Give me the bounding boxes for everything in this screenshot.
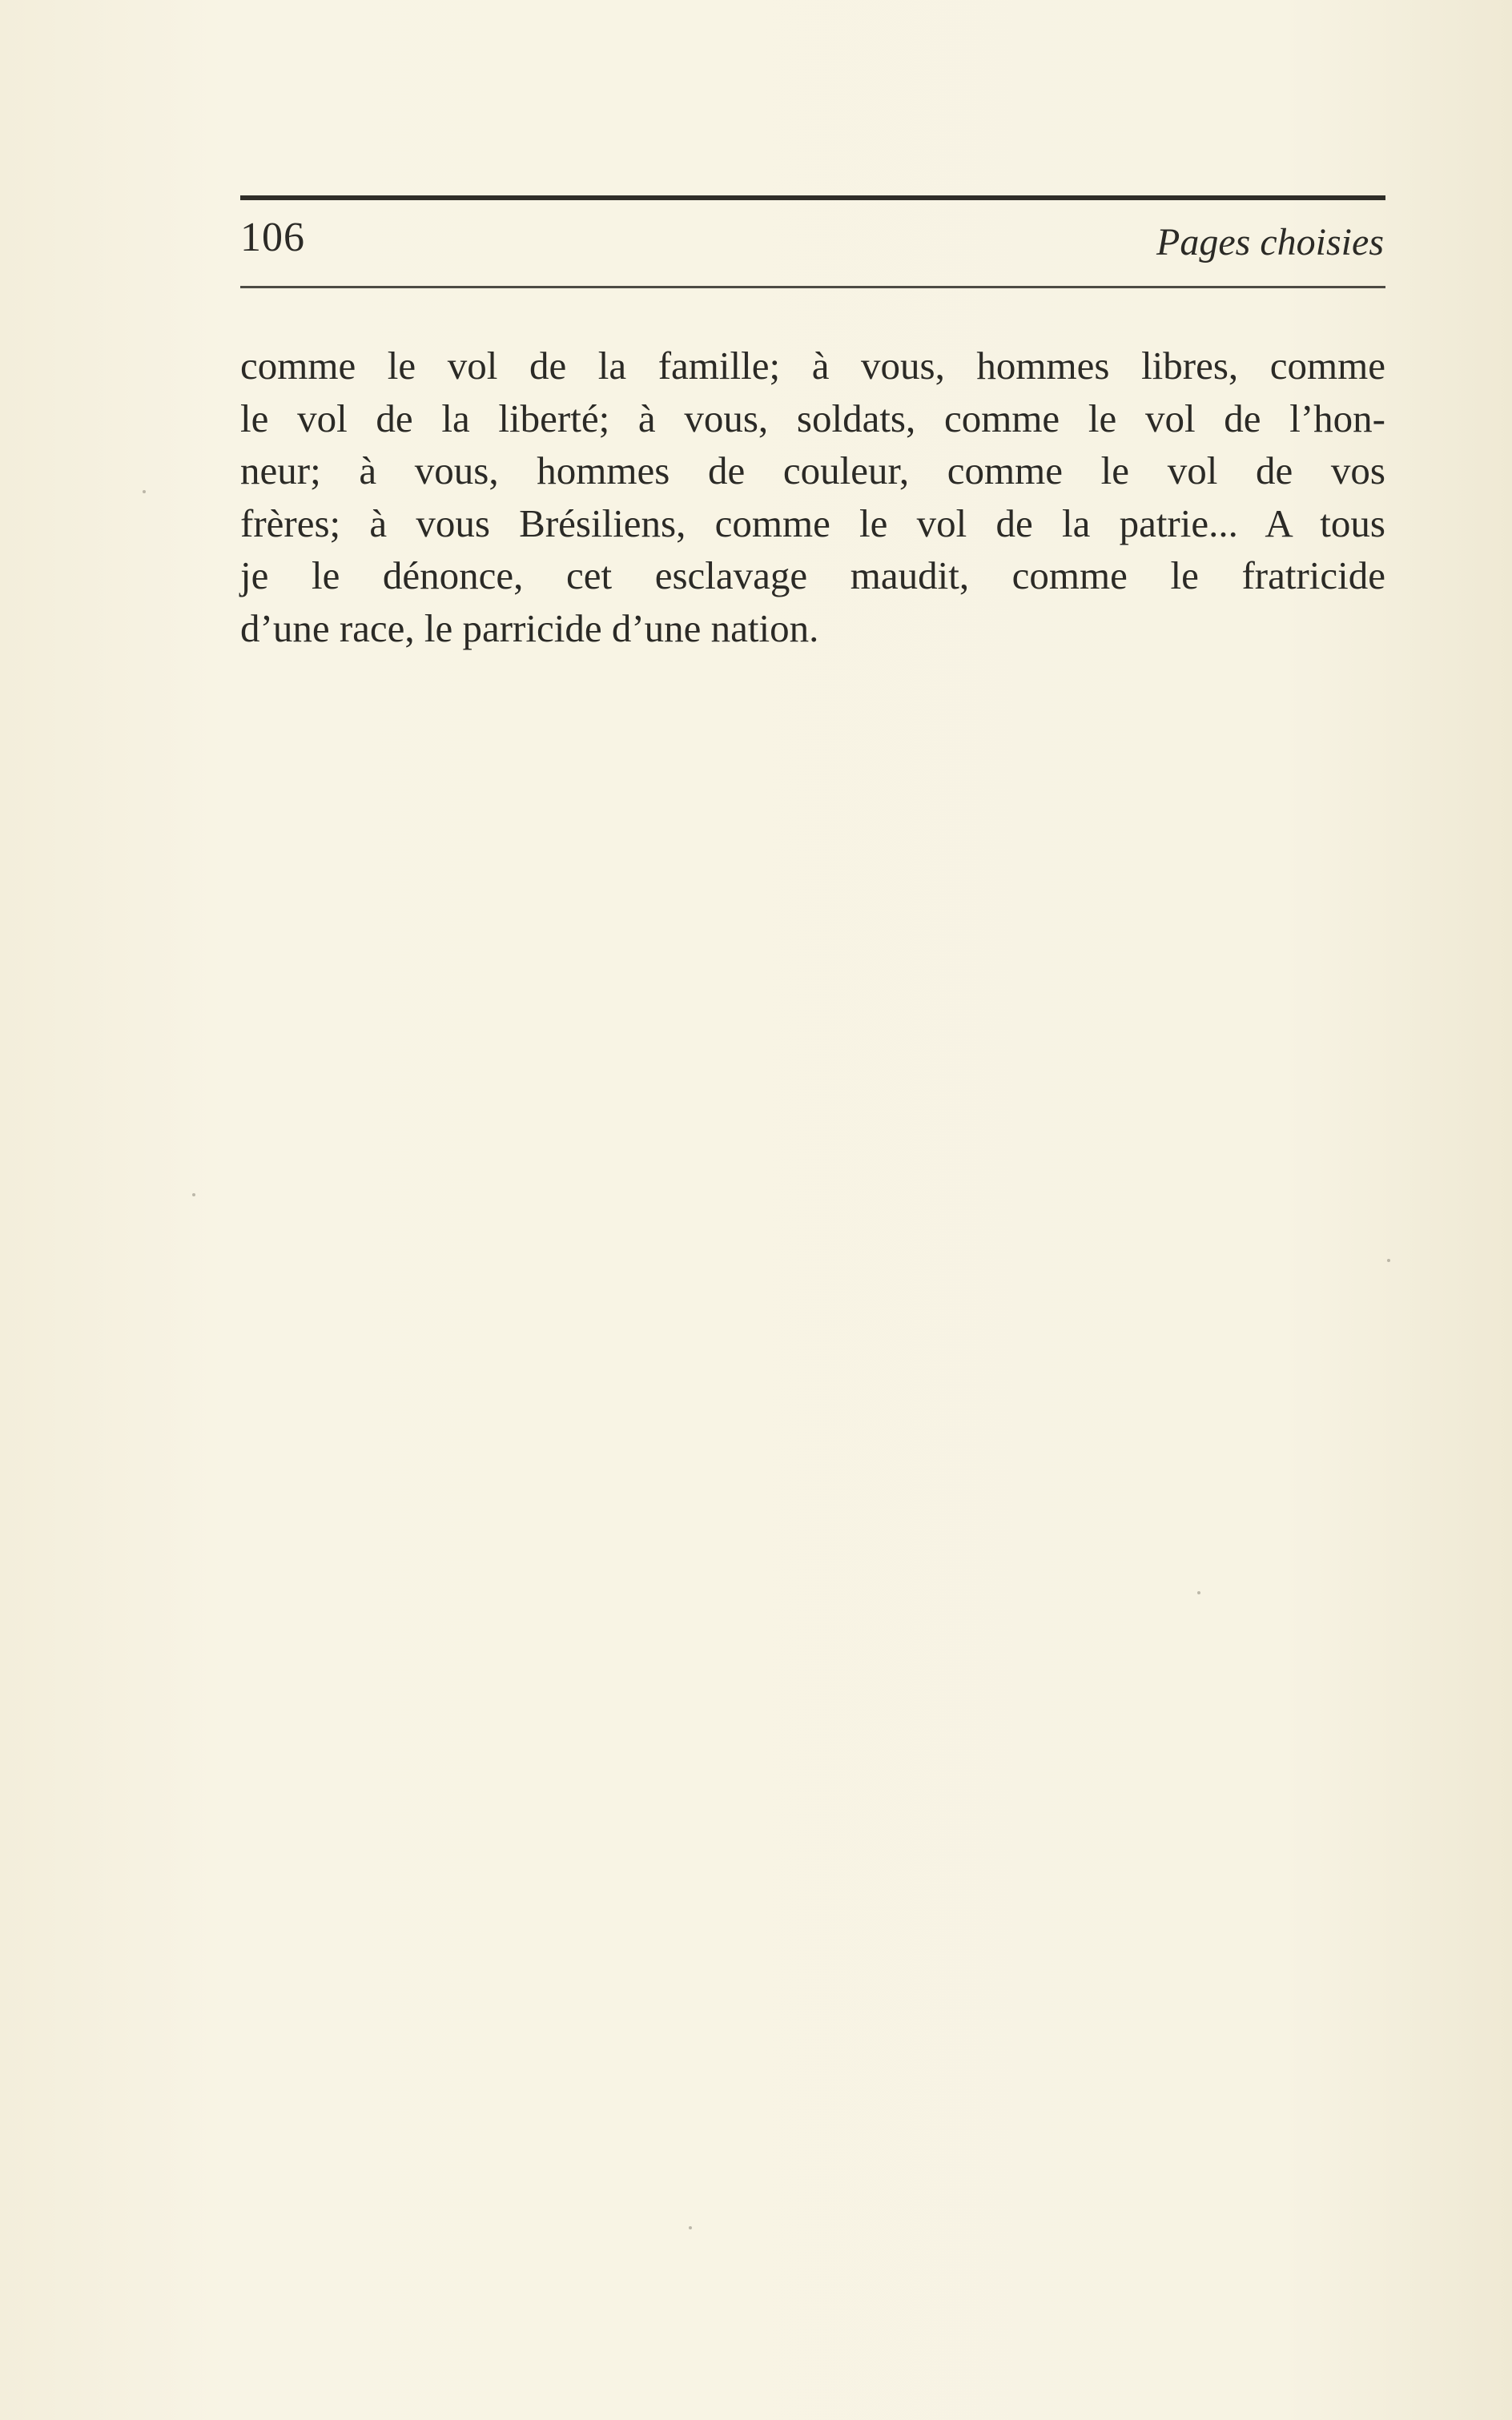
text-line: comme le vol de la famille; à vous, hommes libres, comme	[240, 344, 1385, 388]
header-top-rule	[240, 195, 1385, 200]
text-line: le vol de la liberté; à vous, soldats, comme le vol de l’hon-	[240, 396, 1385, 440]
running-title: Pages choisies	[1156, 221, 1384, 263]
page-number: 106	[240, 215, 305, 260]
text-line: d’une race, le parricide d’une nation.	[240, 605, 819, 650]
text-line: neur; à vous, hommes de couleur, comme le vol de vos	[240, 448, 1385, 492]
text-line: je le dénonce, cet esclavage maudit, comme le fratricide	[240, 553, 1385, 597]
paper-speck	[1197, 1591, 1200, 1594]
header-bottom-rule	[240, 286, 1385, 288]
paper-speck	[143, 490, 146, 493]
body-paragraph	[240, 340, 1385, 654]
paper-speck	[192, 1193, 195, 1196]
text-line: frères; à vous Brésiliens, comme le vol de la patrie... A tous	[240, 500, 1385, 545]
paper-speck	[689, 2226, 692, 2229]
paper-speck	[1387, 1259, 1390, 1262]
